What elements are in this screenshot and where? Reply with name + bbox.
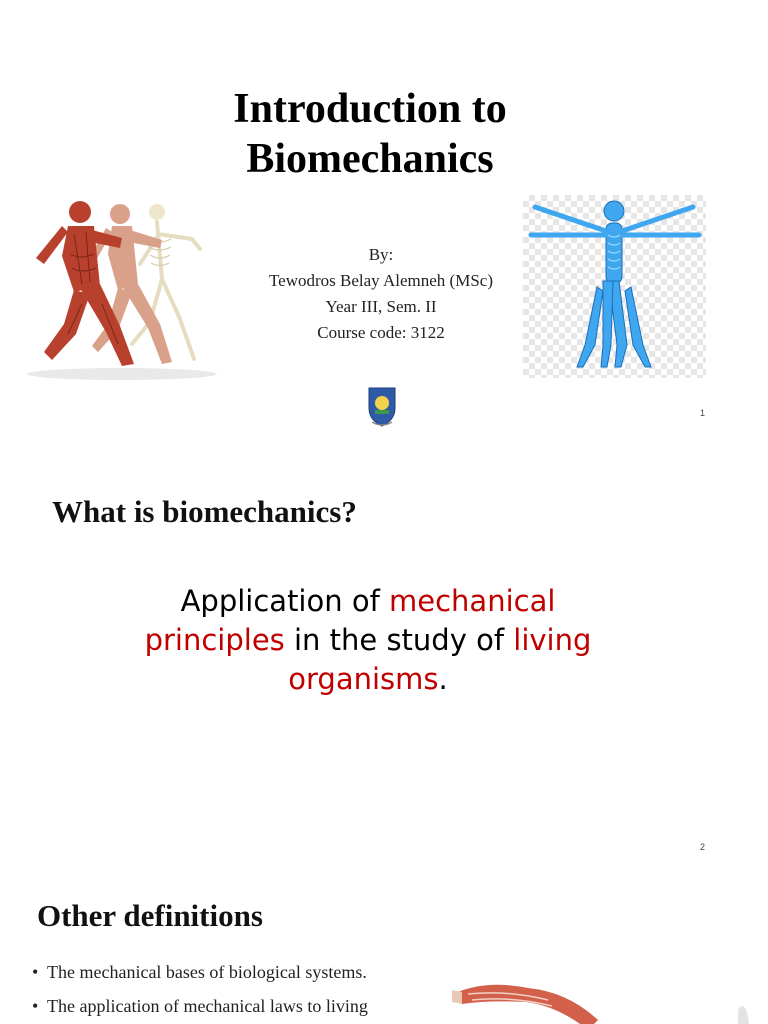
definition-highlight-2: living organisms: [288, 623, 592, 696]
biomechanics-definition: [120, 582, 616, 699]
xray-skeleton-image: [523, 195, 706, 378]
definition-text-2: in the study of: [284, 623, 514, 657]
definition-list: [30, 960, 406, 1024]
byline-year: Year III, Sem. II: [325, 297, 437, 316]
definition-highlight-1: mechanical principles: [144, 584, 556, 657]
page-number: 1: [700, 408, 706, 418]
university-crest-logo: [366, 386, 398, 428]
slide-2: [0, 432, 768, 864]
page-number: 2: [700, 842, 706, 852]
title-line-2: Biomechanics: [246, 136, 494, 182]
definition-text-3: .: [438, 662, 448, 696]
definition-text-1: Application of: [180, 584, 390, 618]
slide-3: [0, 864, 768, 1024]
byline-course: Course code: 3122: [317, 323, 445, 342]
slide-title: [0, 84, 740, 184]
byline-author: Tewodros Belay Alemneh (MSc): [268, 271, 493, 290]
slide-1: [0, 0, 768, 432]
arm-muscle-image: [448, 970, 768, 1024]
title-line-1: Introduction to: [233, 86, 507, 132]
author-info: [230, 242, 532, 346]
list-item: • The application of mechanical laws to living: [30, 994, 406, 1018]
slide-heading: Other definitions: [37, 898, 263, 933]
slide-heading: What is biomechanics?: [52, 494, 357, 529]
byline-by: By:: [368, 245, 394, 264]
list-item: • The mechanical bases of biological systems.: [30, 960, 406, 984]
running-anatomy-image: [22, 194, 222, 386]
